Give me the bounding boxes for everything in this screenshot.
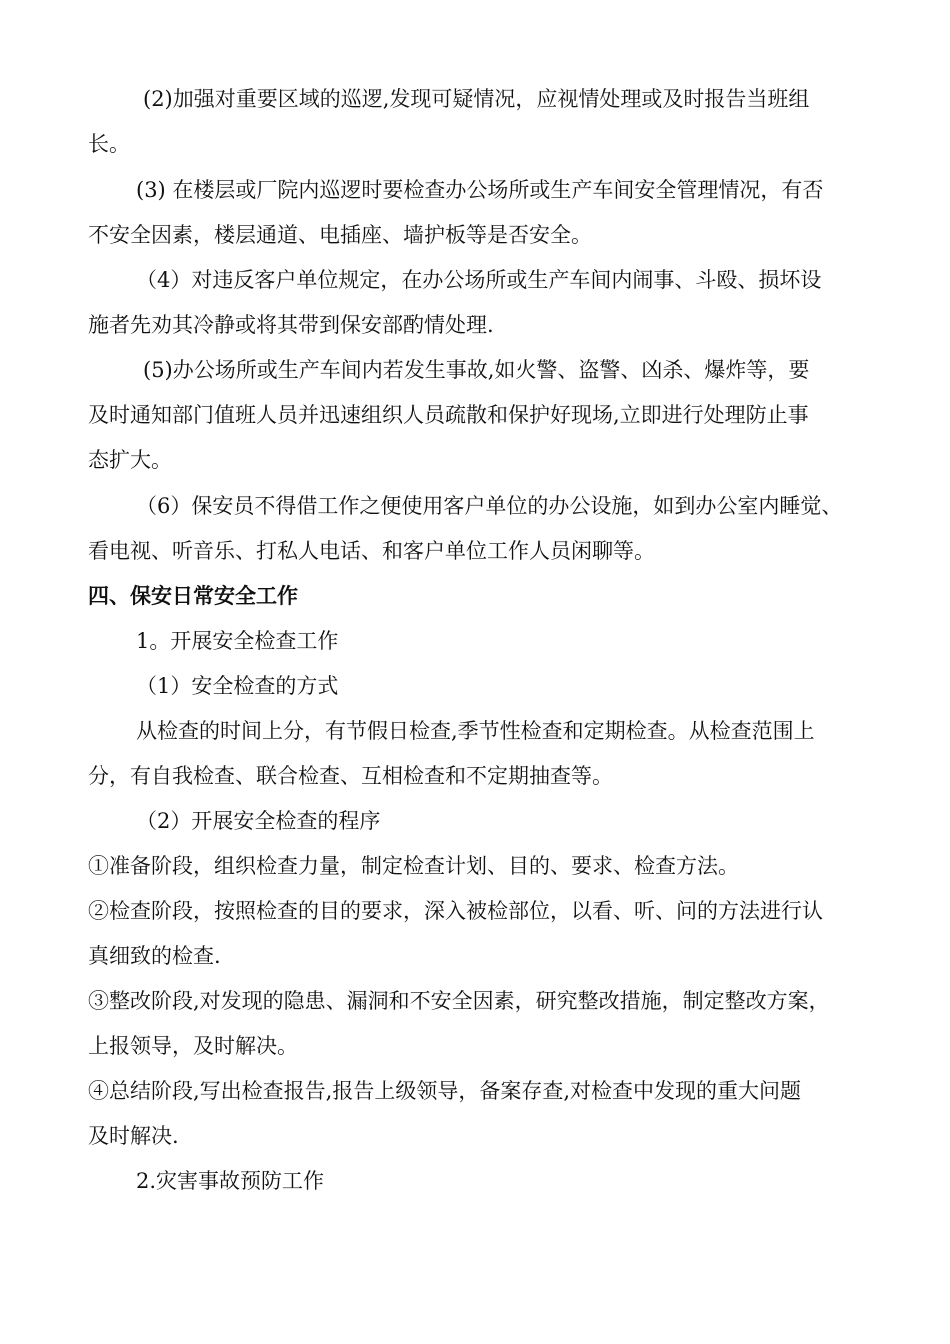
paragraph-patrol-key-areas — [88, 77, 864, 167]
text-line: 真细致的检查. — [88, 944, 221, 968]
paragraph-accident-response — [88, 348, 864, 483]
text-line: 及时解决. — [88, 1124, 179, 1148]
text-line: 施者先劝其冷静或将其带到保安部酌情处理. — [88, 313, 494, 337]
text-line: 态扩大。 — [88, 448, 172, 472]
paragraph-inspection-types — [88, 709, 864, 799]
text-line: （4）对违反客户单位规定，在办公场所或生产车间内闹事、斗殴、损坏设 — [136, 268, 822, 292]
text-line: 从检查的时间上分，有节假日检查,季节性检查和定期检查。从检查范围上 — [136, 719, 815, 743]
text-line: 长。 — [88, 132, 130, 156]
heading-text: 四、保安日常安全工作 — [88, 584, 298, 608]
section-heading — [88, 574, 864, 619]
text-line: ④总结阶段,写出检查报告,报告上级领导，备案存查,对检查中发现的重大问题 — [88, 1079, 802, 1103]
list-item-inspection — [88, 889, 864, 979]
subheading-safety-inspection — [88, 619, 864, 664]
text-line: (2)加强对重要区域的巡逻,发现可疑情况，应视情处理或及时报告当班组 — [143, 87, 810, 111]
text-line: 2.灾害事故预防工作 — [136, 1169, 325, 1193]
paragraph-check-safety-management — [88, 168, 864, 258]
list-item-preparation — [88, 844, 864, 889]
text-line: 分，有自我检查、联合检查、互相检查和不定期抽查等。 — [88, 764, 613, 788]
paragraph-no-personal-use — [88, 484, 864, 574]
text-line: (5)办公场所或生产车间内若发生事故,如火警、盗警、凶杀、爆炸等，要 — [143, 358, 810, 382]
text-line: (3) 在楼层或厂院内巡逻时要检查办公场所或生产车间安全管理情况，有否 — [136, 178, 824, 202]
text-line: 及时通知部门值班人员并迅速组织人员疏散和保护好现场,立即进行处理防止事 — [88, 403, 809, 427]
text-line: 1。开展安全检查工作 — [136, 629, 339, 653]
text-line: ②检查阶段，按照检查的目的要求，深入被检部位，以看、听、问的方法进行认 — [88, 899, 823, 923]
subheading-inspection-methods — [88, 664, 864, 709]
text-line: 不安全因素，楼层通道、电插座、墙护板等是否安全。 — [88, 223, 592, 247]
text-line: （6）保安员不得借工作之便使用客户单位的办公设施，如到办公室内睡觉、 — [136, 494, 843, 518]
subheading-inspection-procedure — [88, 799, 864, 844]
text-line: ③整改阶段,对发现的隐患、漏洞和不安全因素，研究整改措施，制定整改方案， — [88, 989, 830, 1013]
list-item-rectification — [88, 979, 864, 1069]
paragraph-handle-violations — [88, 258, 864, 348]
text-line: 上报领导，及时解决。 — [88, 1034, 298, 1058]
text-line: （2）开展安全检查的程序 — [136, 809, 381, 833]
text-line: ①准备阶段，组织检查力量，制定检查计划、目的、要求、检查方法。 — [88, 854, 739, 878]
subheading-disaster-prevention — [88, 1159, 864, 1204]
text-line: 看电视、听音乐、打私人电话、和客户单位工作人员闲聊等。 — [88, 539, 655, 563]
list-item-summary — [88, 1069, 864, 1159]
text-line: （1）安全检查的方式 — [136, 674, 339, 698]
